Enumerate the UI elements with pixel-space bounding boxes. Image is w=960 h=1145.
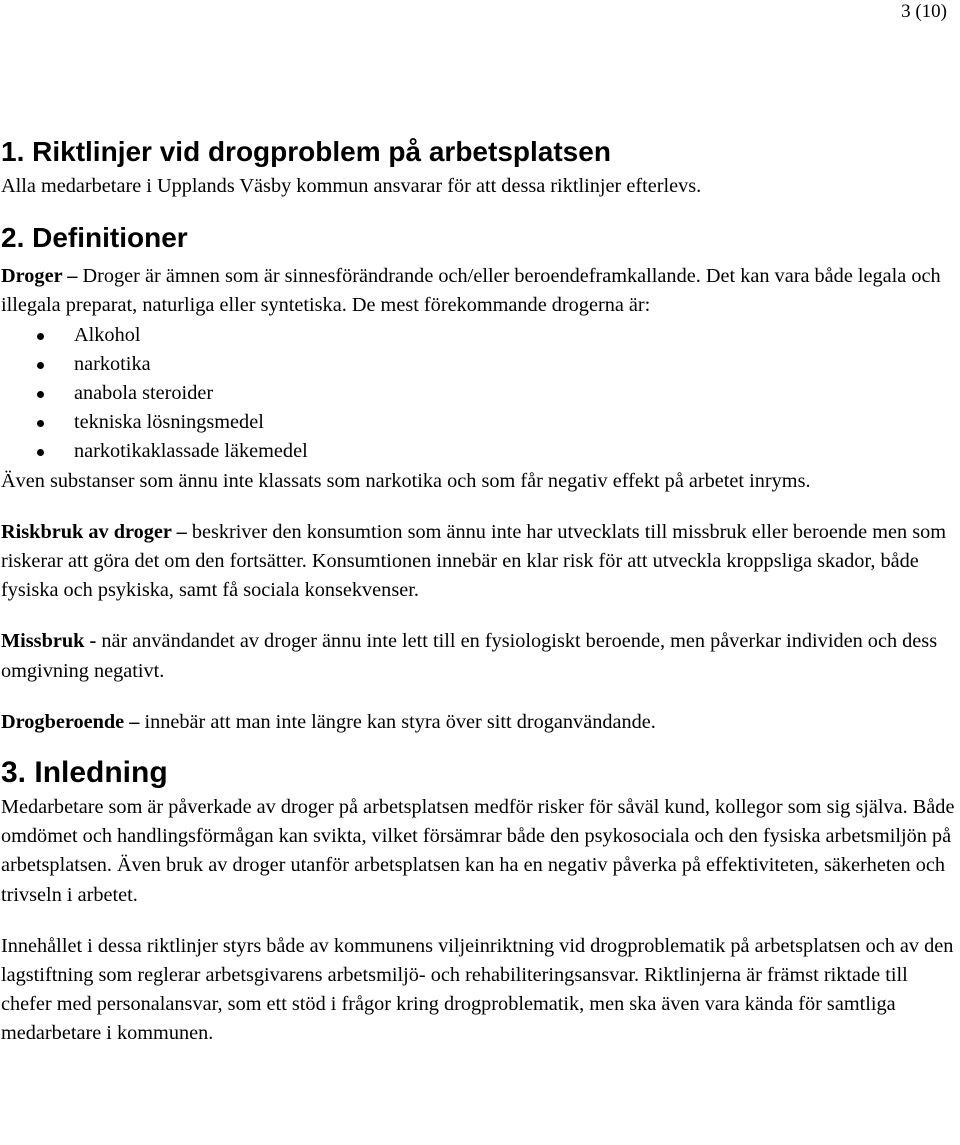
list-item [1,321,956,350]
list-item [1,350,956,379]
definition-droger [1,262,956,320]
list-item-label: narkotika [74,352,151,375]
bullet-icon [37,420,44,427]
term-riskbruk: Riskbruk av droger – [1,520,192,543]
definition-drogberoende [1,708,956,737]
bullet-icon [37,391,44,398]
definition-drogberoende-text: innebär att man inte längre kan styra över sitt droganvändande. [144,710,656,733]
list-item-label: Alkohol [74,323,141,346]
term-drogberoende: Drogberoende – [1,710,145,733]
drug-list [1,321,956,467]
section-3-paragraph-2: Innehållet i dessa riktlinjer styrs både av kommunens viljeinriktning vid drogproblematik på arbetsplatsen och av den lagstiftning som reglerar arbetsgivarens arbetsmiljö- och rehabiliteringsansvar. Riktlinjerna är främst riktade till chefer med personalansvar, som ett stöd i frågor kring drogproblematik, men ska även vara kända för samtliga medarbetare i kommunen. [1,934,954,1045]
section-1-heading: 1. Riktlinjer vid drogproblem på arbetsplatsen [1,136,611,167]
definition-droger-text: Droger är ämnen som är sinnesförändrande och/eller beroendeframkallande. Det kan vara både legala och illegala preparat, naturliga eller syntetiska. De mest förekommande drogerna är: [1,265,941,317]
list-item [1,379,956,408]
list-item-label: anabola steroider [74,382,214,405]
list-item [1,437,956,466]
section-3-heading: 3. Inledning [1,756,168,790]
bullet-icon [37,333,44,340]
term-droger: Droger – [1,265,83,288]
definition-missbruk [1,627,956,685]
definition-riskbruk [1,518,956,606]
list-item [1,408,956,437]
definition-missbruk-text: när användandet av droger ännu inte lett till en fysiologiskt beroende, men påverkar individen och dess omgivning negativt. [1,630,938,682]
section-1-text: Alla medarbetare i Upplands Väsby kommun ansvarar för att dessa riktlinjer efterlevs. [1,175,702,197]
page-number: 3 (10) [901,1,947,22]
term-missbruk: Missbruk - [1,630,102,653]
definition-riskbruk-text: beskriver den konsumtion som ännu inte har utvecklats till missbruk eller beroende men som riskerar att göra det om den fortsätter. Konsumtionen innebär en klar risk för att utveckla kroppsliga skador, både fysiska och psykiska, samt få sociala konsekvenser. [1,520,947,602]
section-2-heading: 2. Definitioner [1,222,188,254]
list-item-label: narkotikaklassade läkemedel [74,440,308,463]
section-3-paragraph-1: Medarbetare som är påverkade av droger på arbetsplatsen medför risker för såväl kund, kollegor som sig själva. Både omdömet och handlingsförmågan kan svikta, vilket försämrar både den psykosociala och den fysiska arbetsmiljön på arbetsplatsen. Även bruk av droger utanför arbetsplatsen kan ha en negativ påverka på effektiviteten, säkerheten och trivseln i arbetet. [1,796,955,906]
list-item-label: tekniska lösningsmedel [74,411,264,434]
bullet-icon [37,362,44,369]
bullet-icon [37,449,44,456]
document-content [1,133,956,1049]
after-list-text: Även substanser som ännu inte klassats som narkotika och som får negativ effekt på arbetet inryms. [1,469,811,492]
